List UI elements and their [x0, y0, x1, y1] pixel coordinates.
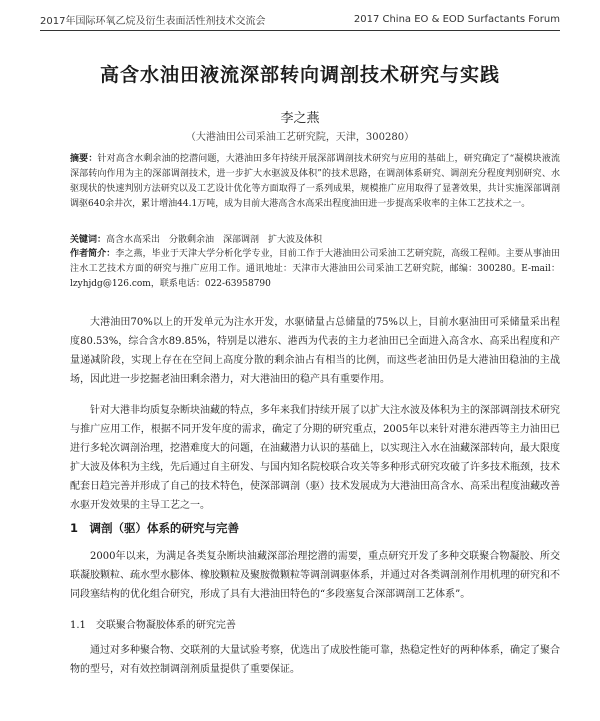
author: 李之燕 [280, 111, 320, 126]
abstract-text: 针对高含水剩余油的挖潜问题，大港油田多年持续开展深部调剖技术研究与应用的基础上，研究确定了“凝模块液流深部转向作用为主的深部调剖技术，进一步扩大水驱波及体积”的技术思路，在调剖体系研究、调剖充分程度判别研究、水驱现状的快速判别方法研究以及工艺设计优化等方面取得了一系列成果，规模推广应用取得了显著效果，共计实施深部调剖调驱640余井次，累计增油44.1万吨，成为目前大港高含水高采出程度油田进一步提高采收率的主体工艺技术之一。 [70, 154, 560, 209]
paper-title: 高含水油田液流深部转向调剖技术研究与实践 [99, 64, 500, 86]
header-rule [40, 30, 560, 31]
bio-text: 李之燕，毕业于天津大学分析化学专业，目前工作于大港油田公司采油工艺研究院，高级工程师。主要从事油田注水工艺技术方面的研究与推广应用工作。通讯地址：天津市大港油田公司采油工艺研究院，邮编：300280。E-mail：lzyhjdg@126.com，联系电话：022-63958790 [70, 249, 560, 289]
paragraph: 大港油田70%以上的开发单元为注水开发，水驱储量占总储量的75%以上，目前水驱油田可采储量采出程度80.53%，综合含水89.85%，特别是以港东、港西为代表的主力老油田已全面进入高含水、高采出程度和产量递减阶段，实现上存在在空间上高度分散的剩余油占有相当的比例，而这些老油田仍是大港油田稳油的主战场，因此进一步挖掘老油田剩余潜力，对大港油田的稳产具有重要作用。 [70, 317, 560, 385]
paragraph: 针对大港非均质复杂断块油藏的特点，多年来我们持续开展了以扩大注水波及体积为主的深部调剖技术研究与推广应用工作，根据不同开发年度的需求，确定了分期的研究重点，2005年以来针对港东港西等主力油田已进行多轮次调剖治理，挖潜难度大的问题，在油藏潜力认识的基础上，以实现注入水在油藏深部转向，最大限度扩大波及体积为主线，先后通过自主研发、与国内知名院校联合攻关等多种形式研究攻破了许多技术瓶颈，技术配套日趋完善并形成了自己的技术特色，使深部调剖（驱）技术发展成为大港油田高含水、高采出程度油藏改善水驱开发效果的主导工艺之一。 [70, 405, 560, 511]
paragraph: 通过对多种聚合物、交联剂的大量试验考察，优选出了成胶性能可靠，热稳定性好的两种体系，确定了聚合物的型号，对有效控制调剖剂质量提供了重要保证。 [70, 645, 560, 675]
paragraph: 2000年以来，为满足各类复杂断块油藏深部治理挖潜的需要，重点研究开发了多种交联聚合物凝胶、所交联凝胶颗粒、疏水型水膨体、橡胶颗粒及聚胺微颗粒等调剖调驱体系，并通过对各类调剖剂作用机理的研究和不同段塞结构的优化组合研究，形成了具有大港油田特色的“多段塞复合深部调剖工艺体系”。 [70, 551, 560, 600]
header-left: 2017年国际环氧乙烷及衍生表面活性剂技术交流会 [40, 16, 266, 27]
author-bio [70, 247, 560, 292]
abstract-label: 摘要： [70, 154, 98, 164]
affiliation: （大港油田公司采油工艺研究院，天津，300280） [185, 132, 415, 143]
abstract [70, 152, 560, 212]
running-header [40, 12, 560, 27]
subsection-heading: 1.1 交联聚合物凝胶体系的研究完善 [70, 620, 236, 631]
keywords-label: 关键词： [70, 235, 107, 245]
section-heading: 1 调剖（驱）体系的研究与完善 [70, 521, 239, 535]
header-right: 2017 China EO & EOD Surfactants Forum [353, 14, 560, 25]
bio-label: 作者简介： [70, 249, 116, 259]
keywords-text: 高含水高采出 分散剩余油 深部调剖 扩大波及体积 [106, 235, 323, 245]
keywords [70, 233, 560, 248]
